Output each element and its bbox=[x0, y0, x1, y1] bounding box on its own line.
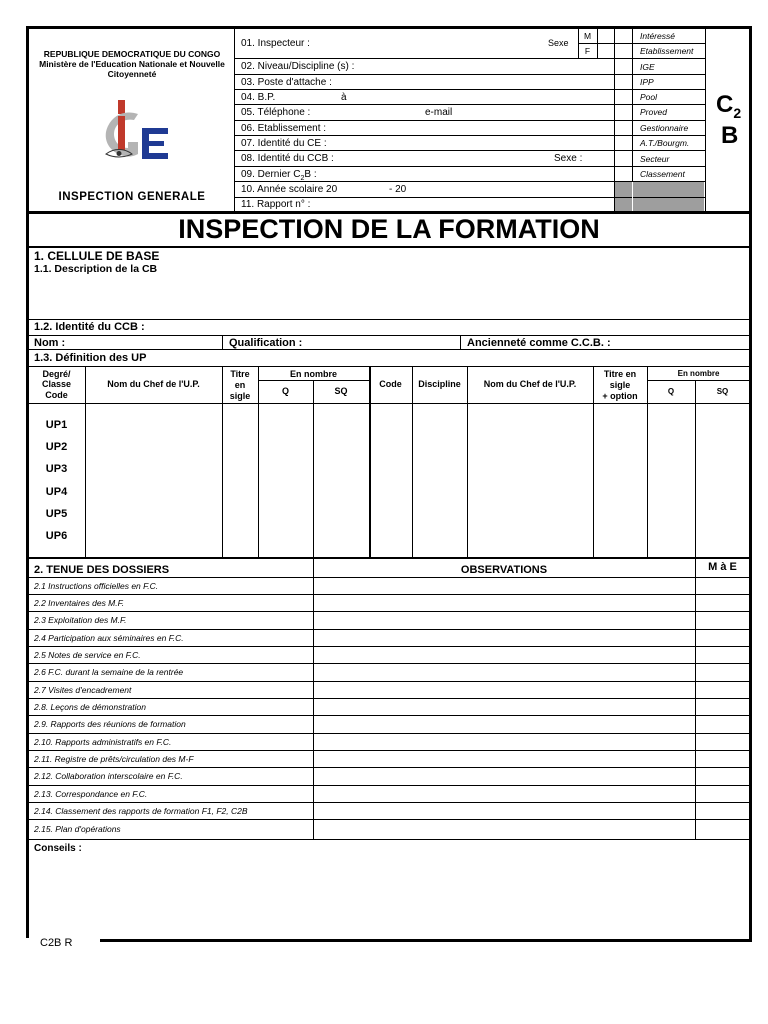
s2-row-line bbox=[28, 611, 750, 612]
field-poste: 03. Poste d'attache : bbox=[241, 77, 332, 88]
section1-sub1: 1.1. Description de la CB bbox=[34, 263, 158, 275]
up-q-left: Q bbox=[281, 386, 289, 396]
dossier-item-1: 2.1 Instructions officielles en F.C. bbox=[34, 581, 159, 591]
up-chef-left: Nom du Chef de l'U.P. bbox=[107, 379, 200, 389]
dist-pool: Pool bbox=[640, 92, 658, 102]
field-dernier-end: B : bbox=[304, 169, 317, 180]
up-row-1: UP1 bbox=[45, 419, 68, 431]
up-row-2: UP2 bbox=[45, 441, 68, 453]
up-titre-r3: + option bbox=[602, 391, 638, 401]
up-col-line bbox=[467, 366, 468, 558]
up-titre-3: sigle bbox=[229, 391, 251, 401]
dossier-item-8: 2.8. Leçons de démonstration bbox=[34, 702, 146, 712]
dist-classement: Classement bbox=[640, 169, 685, 179]
grey-cell bbox=[615, 198, 704, 211]
page-title: INSPECTION DE LA FORMATION bbox=[178, 214, 600, 244]
s2-col-line bbox=[313, 558, 314, 840]
s2-row-line bbox=[28, 819, 750, 820]
up-chef-right: Nom du Chef de l'U.P. bbox=[483, 379, 577, 389]
field-row-line bbox=[234, 166, 705, 167]
observations-header: OBSERVATIONS bbox=[460, 564, 548, 576]
field-annee-end: - 20 bbox=[389, 184, 407, 195]
org-line1: REPUBLIQUE DEMOCRATIQUE DU CONGO bbox=[43, 49, 221, 59]
section1-sub3: 1.3. Définition des UP bbox=[34, 352, 147, 364]
field-annee: 10. Année scolaire 20 bbox=[241, 184, 338, 195]
dist-at: A.T./Bourgm. bbox=[640, 138, 690, 148]
dist-ige: IGE bbox=[640, 62, 655, 72]
dossier-item-6: 2.6 F.C. durant la semaine de la rentrée bbox=[34, 667, 184, 677]
field-sexe-ccb: Sexe : bbox=[554, 153, 583, 164]
up-degre-2: Classe bbox=[41, 379, 72, 389]
up-col-line-thick bbox=[369, 366, 371, 558]
dossier-item-12: 2.12. Collaboration interscolaire en F.C. bbox=[34, 771, 183, 781]
ccb-anciennete: Ancienneté comme C.C.B. : bbox=[467, 337, 611, 349]
field-telephone: 05. Téléphone : bbox=[241, 107, 311, 118]
dist-secteur: Secteur bbox=[640, 154, 670, 164]
up-en-nombre-line bbox=[258, 380, 369, 381]
field-etablissement: 06. Etablissement : bbox=[241, 123, 327, 134]
s2-row-line bbox=[28, 785, 750, 786]
inspection-generale-label: INSPECTION GENERALE bbox=[58, 191, 206, 203]
up-col-line bbox=[313, 380, 314, 558]
ige-logo bbox=[98, 98, 172, 164]
up-col-line bbox=[85, 366, 86, 558]
s1-line bbox=[28, 366, 750, 367]
dossier-item-9: 2.9. Rapports des réunions de formation bbox=[34, 719, 186, 729]
field-row-line bbox=[234, 58, 705, 59]
s1-divider bbox=[222, 335, 223, 349]
s2-row-line bbox=[28, 663, 750, 664]
s1-line bbox=[28, 335, 750, 336]
dist-etablissement: Etablissement bbox=[640, 46, 694, 56]
field-row-line bbox=[234, 74, 705, 75]
up-row-5: UP5 bbox=[45, 508, 68, 520]
field-row-line bbox=[234, 135, 705, 136]
up-en-nombre-right: En nombre bbox=[677, 369, 720, 378]
dist-gestionnaire: Gestionnaire bbox=[640, 123, 689, 133]
code-b: B bbox=[721, 122, 739, 149]
field-row-line bbox=[234, 150, 705, 151]
dist-proved: Proved bbox=[640, 107, 667, 117]
s2-row-line bbox=[28, 802, 750, 803]
up-en-nombre-line bbox=[647, 380, 750, 381]
up-degre-3: Code bbox=[45, 390, 68, 400]
mae-header: M à E bbox=[708, 561, 737, 573]
code-c2 bbox=[716, 93, 741, 120]
s1-divider bbox=[460, 335, 461, 349]
up-header-bottom bbox=[28, 403, 750, 404]
section1-sub2: 1.2. Identité du CCB : bbox=[34, 321, 145, 333]
s1-line bbox=[28, 349, 750, 350]
field-row-line bbox=[234, 89, 705, 90]
up-titre-r1: Titre en bbox=[603, 369, 637, 379]
s2-row-line bbox=[28, 646, 750, 647]
ccb-nom: Nom : bbox=[34, 337, 66, 349]
field-niveau: 02. Niveau/Discipline (s) : bbox=[241, 61, 355, 72]
org-line2: Ministère de l'Education Nationale et Nouvelle bbox=[39, 59, 225, 69]
s2-col-line bbox=[695, 558, 696, 840]
s2-row-line bbox=[28, 698, 750, 699]
dossier-item-7: 2.7 Visites d'encadrement bbox=[34, 685, 132, 695]
up-titre-r2: sigle bbox=[609, 380, 631, 390]
dist-row-line-1 bbox=[614, 43, 705, 44]
up-row-6: UP6 bbox=[45, 530, 68, 542]
up-en-nombre-left: En nombre bbox=[289, 369, 337, 379]
up-row-4: UP4 bbox=[45, 486, 68, 498]
sexe-m: M bbox=[583, 31, 592, 41]
grey-cell-gap bbox=[632, 182, 633, 212]
ccb-qualification: Qualification : bbox=[229, 337, 303, 349]
conseils-label: Conseils : bbox=[34, 843, 82, 854]
dossier-item-5: 2.5 Notes de service en F.C. bbox=[34, 650, 141, 660]
dossier-item-14: 2.14. Classement des rapports de formation F1, F2, C2B bbox=[34, 806, 248, 816]
s2-row-line bbox=[28, 767, 750, 768]
s2-row-line bbox=[28, 839, 750, 840]
footer-code: C2B R bbox=[40, 937, 73, 949]
s2-top-rule bbox=[28, 557, 750, 559]
up-col-line bbox=[412, 366, 413, 558]
dossier-item-4: 2.4 Participation aux séminaires en F.C. bbox=[34, 633, 184, 643]
up-q-right: Q bbox=[667, 387, 675, 396]
up-titre-1: Titre bbox=[230, 369, 250, 379]
s2-row-line bbox=[28, 681, 750, 682]
field-inspecteur: 01. Inspecteur : bbox=[241, 38, 310, 49]
dossier-item-2: 2.2 Inventaires des M.F. bbox=[34, 598, 125, 608]
dist-ipp: IPP bbox=[640, 77, 654, 87]
s2-row-line bbox=[28, 629, 750, 630]
field-identite-ce: 07. Identité du CE : bbox=[241, 138, 327, 149]
field-rapport: 11. Rapport n° : bbox=[241, 199, 311, 210]
field-email: e-mail bbox=[425, 107, 453, 118]
s1-line bbox=[28, 319, 750, 320]
dossier-item-13: 2.13. Correspondance en F.C. bbox=[34, 789, 148, 799]
title-rule-bottom bbox=[28, 246, 750, 248]
up-titre-2: en bbox=[234, 380, 246, 390]
field-bp: 04. B.P. bbox=[241, 92, 276, 103]
org-line3: Citoyenneté bbox=[107, 69, 157, 79]
dossier-item-10: 2.10. Rapports administratifs en F.C. bbox=[34, 737, 172, 747]
dossier-item-11: 2.11. Registre de prêts/circulation des M-F bbox=[34, 754, 194, 764]
field-row-line bbox=[234, 120, 705, 121]
code-c-sub: 2 bbox=[733, 104, 742, 121]
dossier-item-3: 2.3 Exploitation des M.F. bbox=[34, 615, 127, 625]
field-row-line bbox=[234, 104, 705, 105]
code-c: C bbox=[716, 91, 734, 118]
ige-logo-graphic bbox=[98, 98, 172, 164]
s2-row-line bbox=[28, 733, 750, 734]
up-sq-left: SQ bbox=[334, 386, 348, 396]
dist-interesse: Intéressé bbox=[640, 31, 675, 41]
s2-row-line bbox=[28, 594, 750, 595]
section1-title: 1. CELLULE DE BASE bbox=[34, 249, 160, 263]
dossier-item-15: 2.15. Plan d'opérations bbox=[34, 824, 121, 834]
up-row-3: UP3 bbox=[45, 463, 68, 475]
up-degre-1: Degré/ bbox=[42, 369, 71, 379]
field-dernier-sub: 2 bbox=[300, 175, 305, 182]
up-discipline: Discipline bbox=[418, 379, 461, 389]
section2-title: 2. TENUE DES DOSSIERS bbox=[34, 564, 170, 576]
field-sexe: Sexe bbox=[548, 38, 569, 48]
up-col-line bbox=[695, 380, 696, 558]
field-dernier-text: 09. Dernier C bbox=[241, 169, 301, 180]
sexe-f: F bbox=[584, 46, 591, 56]
s2-row-line bbox=[28, 715, 750, 716]
up-sq-right: SQ bbox=[716, 387, 729, 396]
s2-row-line bbox=[28, 750, 750, 751]
header-divider-right bbox=[705, 28, 706, 212]
field-bp-a: à bbox=[341, 92, 347, 103]
grey-cell bbox=[615, 182, 704, 197]
up-code: Code bbox=[379, 379, 402, 389]
field-identite-ccb: 08. Identité du CCB : bbox=[241, 153, 334, 164]
s2-row-line bbox=[28, 577, 750, 578]
field-dernier bbox=[241, 170, 317, 182]
